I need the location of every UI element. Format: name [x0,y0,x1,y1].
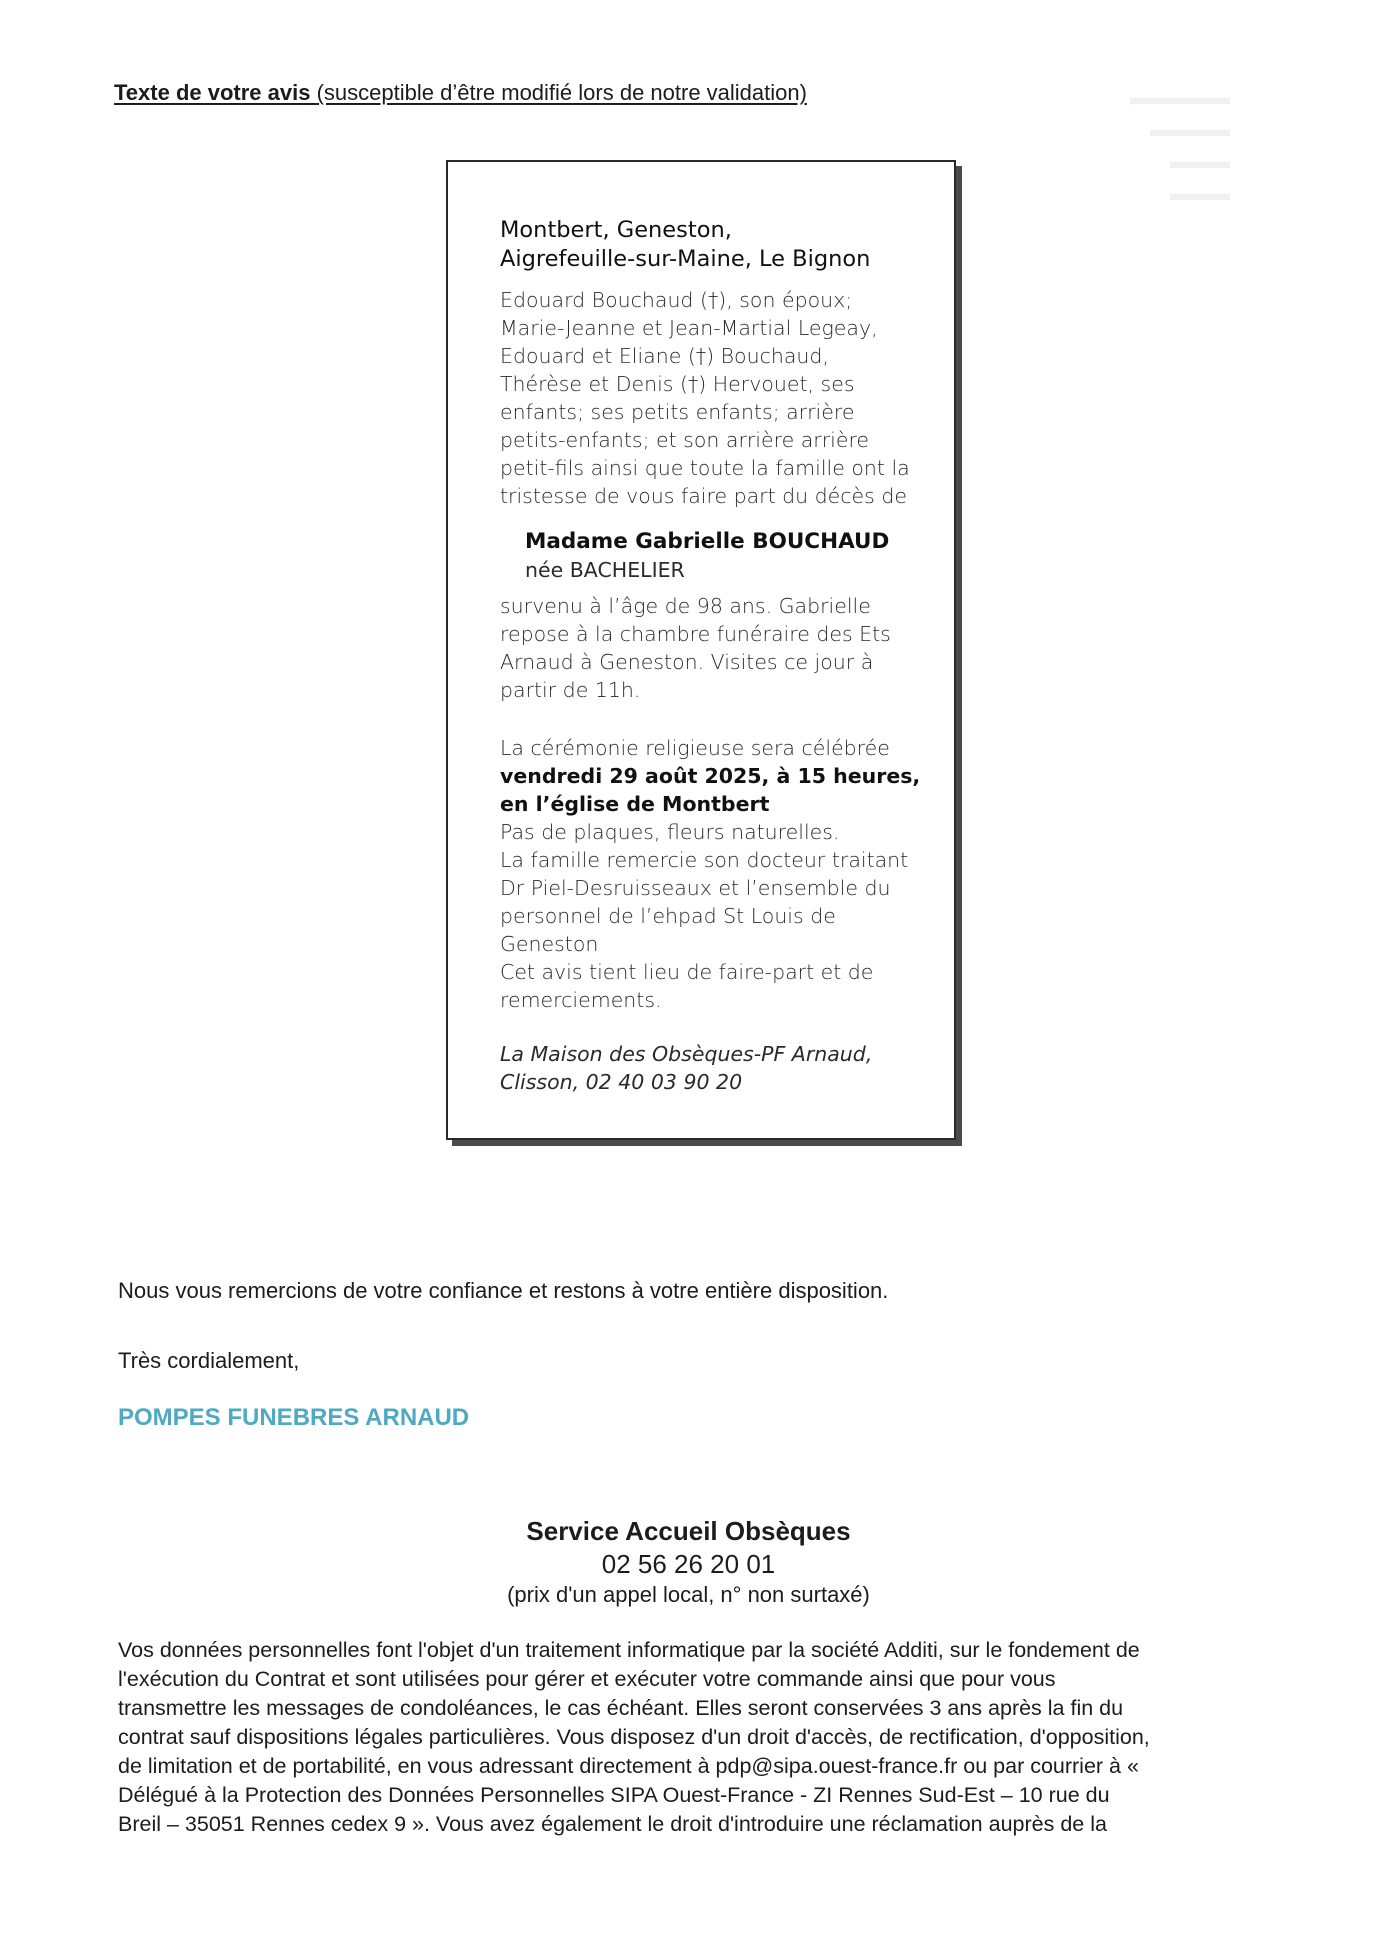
deceased-prefix: Madame Gabrielle [525,529,753,554]
notice-header-subtitle: (susceptible d’être modifié lors de notre validation) [316,80,807,105]
privacy-line: contrat sauf dispositions légales particulières. Vous disposez d'un droit d'accès, de rectification, d'opposition, [118,1725,1150,1749]
notice-other-line: Geneston [500,932,599,956]
notice-places-line: Montbert, Geneston, [500,217,732,243]
obituary-notice-box [446,160,956,1140]
obituary-notice-content [500,216,940,1096]
notice-age-line: repose à la chambre funéraire des Ets [500,622,891,646]
bleed-through-text: ▬▬▬▬▬ ▬▬▬▬ ▬▬▬ ▬▬▬ [1130,87,1230,205]
notice-family-line: tristesse de vous faire part du décès de [500,484,907,508]
privacy-line: de limitation et de portabilité, en vous adressant directement à pdp@sipa.ouest-france.fr ou par courrier à « [118,1754,1139,1778]
notice-other-line: La famille remercie son docteur traitant [500,848,909,872]
notice-other-line: Dr Piel-Desruisseaux et l’ensemble du [500,876,891,900]
deceased-surname: BOUCHAUD [752,529,890,554]
notice-family-line: Marie-Jeanne et Jean-Martial Legeay, [500,316,878,340]
privacy-notice [118,1636,1278,1839]
ceremony-intro: La cérémonie religieuse sera célébrée [500,736,890,760]
notice-header-title: Texte de votre avis [114,80,311,105]
service-contact [0,1514,1377,1610]
service-phone: 02 56 26 20 01 [601,1549,776,1579]
notice-family-line: Thérèse et Denis (†) Hervouet, ses [500,372,855,396]
company-name: POMPES FUNEBRES ARNAUD [118,1404,470,1431]
privacy-line: Vos données personnelles font l'objet d'un traitement informatique par la société Additi, sur le fondement de [118,1638,1140,1662]
deceased-name [525,528,940,556]
notice-family-line: petit-fils ainsi que toute la famille ont la [500,456,910,480]
notice-family [500,286,940,510]
notice-header [114,80,807,106]
notice-ceremony [500,734,940,1014]
notice-places [500,216,940,274]
notice-age [500,592,940,704]
privacy-line: Breil – 35051 Rennes cedex 9 ». Vous avez également le droit d'introduire une réclamation auprès de la [118,1812,1107,1836]
notice-age-line: Arnaud à Geneston. Visites ce jour à [500,650,874,674]
funeral-home [500,1040,940,1096]
thanks-text: Nous vous remercions de votre confiance et restons à votre entière disposition. [118,1278,889,1303]
closing-text: Très cordialement, [118,1348,300,1373]
notice-other-line: remerciements. [500,988,662,1012]
privacy-line: l'exécution du Contrat et sont utilisées pour gérer et exécuter votre commande ainsi que pour vous [118,1667,1056,1691]
privacy-line: Délégué à la Protection des Données Personnelles SIPA Ouest-France - ZI Rennes Sud-Est – 10 rue du [118,1783,1110,1807]
privacy-line: transmettre les messages de condoléances, le cas échéant. Elles seront conservées 3 ans après la fin du [118,1696,1124,1720]
notice-other-line: personnel de l’ehpad St Louis de [500,904,836,928]
ceremony-date: vendredi 29 août 2025, à 15 heures, [500,764,921,788]
notice-family-line: enfants; ses petits enfants; arrière [500,400,855,424]
service-note: (prix d'un appel local, n° non surtaxé) [507,1582,870,1607]
funeral-home-line: La Maison des Obsèques-PF Arnaud, [500,1042,873,1066]
notice-family-line: Edouard Bouchaud (†), son époux; [500,288,853,312]
notice-other-line: Pas de plaques, fleurs naturelles. [500,820,840,844]
ceremony-place: en l’église de Montbert [500,792,770,816]
deceased-born: née BACHELIER [525,558,685,582]
service-title: Service Accueil Obsèques [526,1516,851,1546]
notice-places-line: Aigrefeuille-sur-Maine, Le Bignon [500,246,871,272]
notice-age-line: partir de 11h. [500,678,641,702]
funeral-home-line: Clisson, 02 40 03 90 20 [500,1070,743,1094]
notice-other-line: Cet avis tient lieu de faire-part et de [500,960,874,984]
notice-family-line: petits-enfants; et son arrière arrière [500,428,870,452]
notice-age-line: survenu à l’âge de 98 ans. Gabrielle [500,594,871,618]
notice-family-line: Edouard et Eliane (†) Bouchaud, [500,344,829,368]
